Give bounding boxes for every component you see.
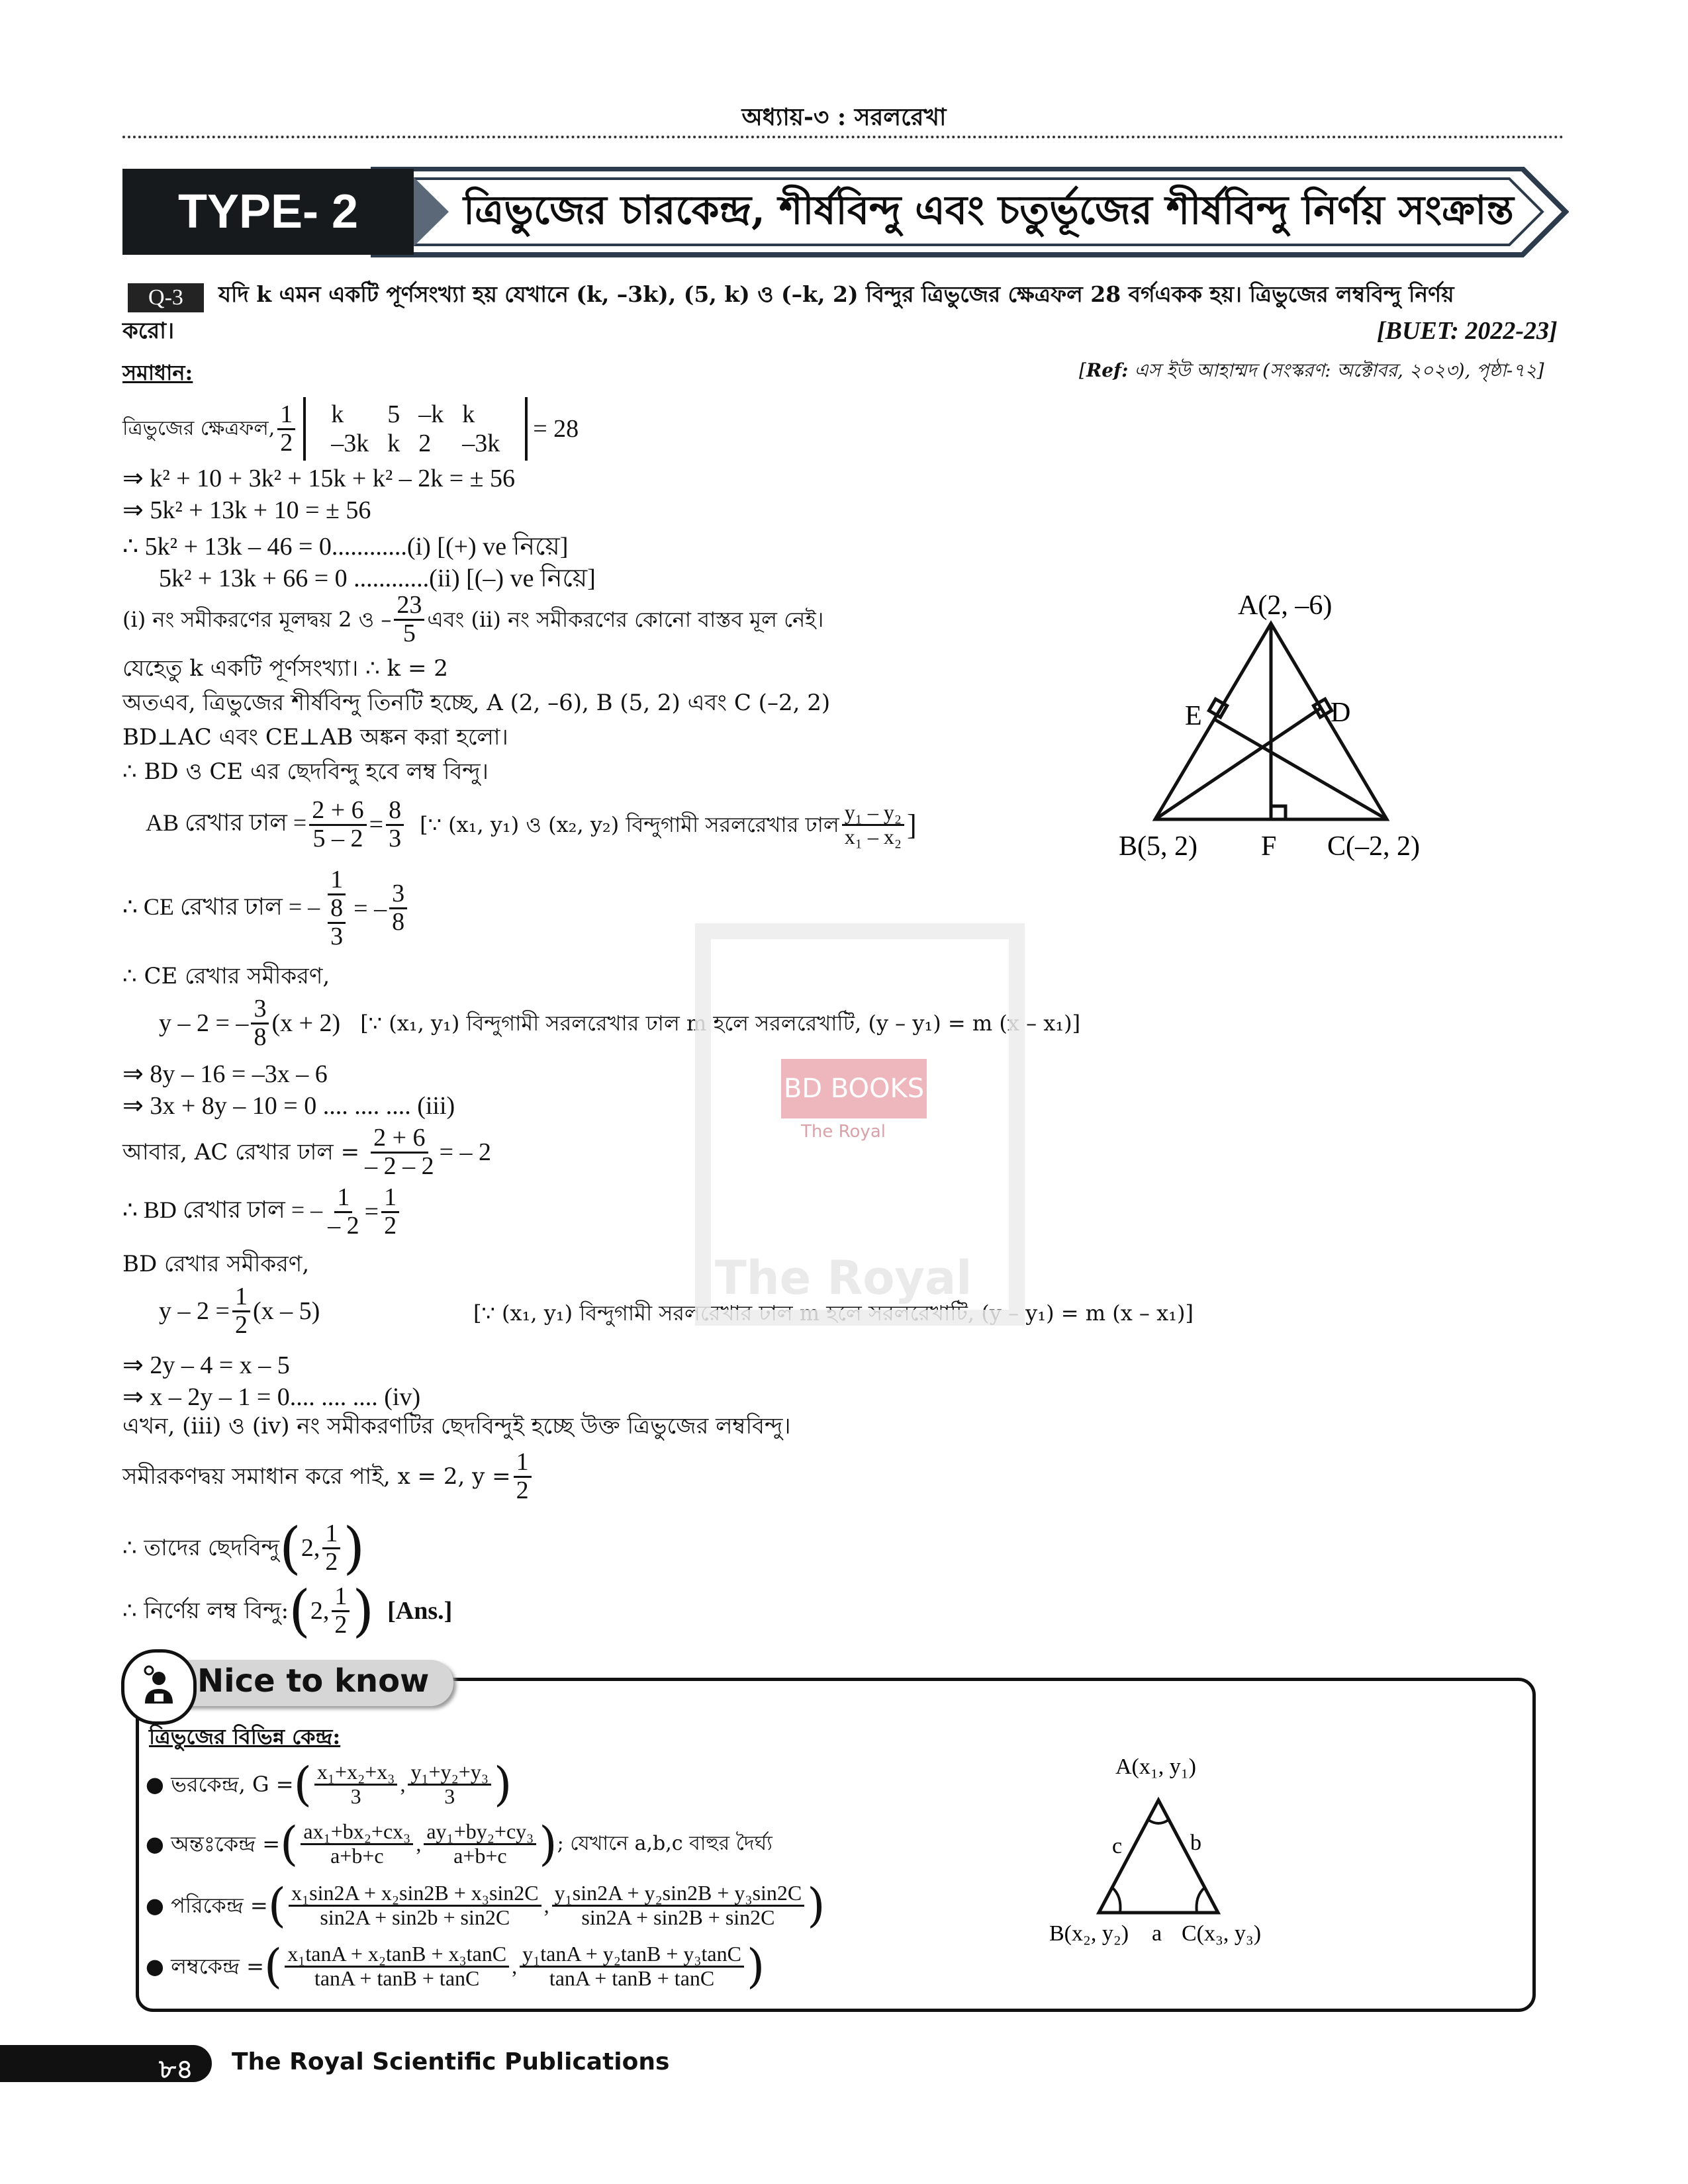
reference-text: এস ইউ আহাম্মদ (সংস্করণ: অক্টোবর, ২০২৩), পৃষ্ঠা-৭২] <box>1134 359 1544 381</box>
solution-heading: সমাধান: <box>122 360 193 385</box>
answer-line: ∴ নির্ণেয় লম্ব বিন্দু: ( 2, $\frac{1}{2}$ ) [Ans.] <box>122 1578 453 1643</box>
angle-arc-c <box>1197 1888 1205 1913</box>
half-fraction: $\frac{1}{2}$ <box>277 402 295 457</box>
label-e: E <box>1185 701 1202 731</box>
equation-iv: ⇒ x – 2y – 1 = 0.... .... .... (iv) <box>122 1383 421 1411</box>
label-d: D <box>1331 698 1351 728</box>
person-idea-icon <box>121 1649 197 1725</box>
roots-line: (i) নং সমীকরণের মূলদ্বয় 2 ও – $\frac{23}{5}$ এবং (ii) নং সমীকরণের কোনো বাস্তব মূল নেই। <box>122 591 824 647</box>
type-label: TYPE- 2 <box>122 169 414 255</box>
determinant: k 5 –k k –3k k 2 –3k <box>303 397 528 461</box>
area-label: ত্রিভুজের ক্ষেত্রফল, <box>122 417 275 440</box>
angle-arc-b <box>1112 1888 1121 1913</box>
angle-arc-a <box>1149 1820 1168 1823</box>
label-ax: A(x₁, y₁) <box>1115 1754 1196 1779</box>
chapter-heading: অধ্যায়-৩ : সরলরেখা <box>741 103 947 131</box>
label-cx: C(x₃, y₃) <box>1182 1921 1262 1946</box>
bd-equation: y – 2 = $\frac{1}{2}$ (x – 5) <box>159 1283 320 1339</box>
ac-slope: আবার, AC রেখার ঢাল = $\frac{2 + 6}{- 2 - 2}$ = – 2 <box>122 1124 491 1180</box>
label-side-a: a <box>1152 1921 1162 1946</box>
reference-label: Ref: <box>1086 359 1129 381</box>
line-formula-note-2: [∵ (x₁, y₁) বিন্দুগামী সরলরেখার ঢাল m হলে সরলরেখাটি, (y – y₁) = m (x – x₁)] <box>473 1300 1194 1326</box>
centroid-formula: ● ভরকেন্দ্র, G = ( $\frac{\text{x₁+x₂+x₃}}{3}$ , $\frac{\text{y₁+y₂+y₃}}{3}$ ) <box>146 1757 512 1811</box>
watermark-text: The Royal <box>715 1251 972 1305</box>
step-3: ∴ 5k² + 13k – 46 = 0............(i) [(+) ve নিয়ে] <box>122 533 569 561</box>
step-2: ⇒ 5k² + 13k + 10 = ± 56 <box>122 496 371 524</box>
solution-values: সমীরকণদ্বয় সমাধান করে পাই, x = 2, y = $\frac{1}{2}$ <box>122 1449 534 1504</box>
page-number: ৮৪ <box>159 2054 193 2085</box>
orthocentre-formula: ● লম্বকেন্দ্র = ( $\frac{\text{x₁tanA + x₂tanB + x₃tanC}}{\tan A + \tan B + \tan C}$ , $\frac{\text{y₁tanA + y₂tanB + y₃tanC}}{\tan A + \tan B + \tan C}$ ) <box>146 1939 765 1993</box>
step-bd-1: ⇒ 2y – 4 = x – 5 <box>122 1351 290 1379</box>
area-equation <box>122 397 579 461</box>
step-ce-1: ⇒ 8y – 16 = –3x – 6 <box>122 1060 328 1088</box>
perpendicular-line: BD⊥AC এবং CE⊥AB অঙ্কন করা হলো। <box>122 724 508 751</box>
reference-open: [ <box>1079 359 1086 381</box>
watermark-logo: BD BOOKS <box>781 1059 927 1118</box>
label-f: F <box>1261 831 1277 862</box>
answer-label: [Ans.] <box>387 1597 453 1625</box>
label-side-c: c <box>1112 1834 1123 1858</box>
equation-iii: ⇒ 3x + 8y – 10 = 0 .... .... .... (iii) <box>122 1092 455 1120</box>
altitude-bd <box>1155 708 1321 819</box>
root-fraction: $\frac{23}{5}$ <box>394 592 424 647</box>
ce-equation: y – 2 = – $\frac{3}{8}$ (x + 2) [∵ (x₁, y₁) বিন্দুগামী সরলরেখার ঢাল m হলে সরলরেখাটি, (y – y₁) = m (x – x₁)] <box>159 995 1081 1051</box>
step-k-value: যেহেতু k একটি পূর্ণসংখ্যা। ∴ k = 2 <box>122 655 448 682</box>
altitude-ce <box>1213 719 1387 819</box>
label-c: C(–2, 2) <box>1327 831 1420 862</box>
vertices-line: অতএব, ত্রিভুজের শীর্ষবিন্দু তিনটি হচ্ছে, A (2, –6), B (5, 2) এবং C (–2, 2) <box>122 690 831 716</box>
triangle-figure <box>1092 582 1503 874</box>
type-title: ত্রিভুজের চারকেন্দ্র, শীর্ষবিন্দু এবং চতুর্ভূজের শীর্ষবিন্দু নির্ণয় সংক্রান্ত <box>463 187 1514 234</box>
reference <box>1079 356 1544 387</box>
label-b: B(5, 2) <box>1119 831 1197 862</box>
centres-heading: ত্রিভুজের বিভিন্ন কেন্দ্র: <box>149 1724 341 1749</box>
header-divider <box>122 136 1564 138</box>
bd-equation-label: BD রেখার সমীকরণ, <box>122 1251 310 1277</box>
orthocenter-statement: ∴ BD ও CE এর ছেদবিন্দু হবে লম্ব বিন্দু। <box>122 758 489 785</box>
intersection-point: ∴ তাদের ছেদবিন্দু ( 2, $\frac{1}{2}$ ) <box>122 1516 365 1580</box>
generic-triangle-figure <box>1046 1747 1324 1946</box>
step-4: 5k² + 13k + 66 = 0 ............(ii) [(–) ve নিয়ে] <box>159 565 596 592</box>
question-text-cont: করো। <box>122 318 175 344</box>
question-badge: Q-3 <box>128 283 204 312</box>
nice-to-know-title: Nice to know <box>197 1662 430 1700</box>
intersection-statement: এখন, (iii) ও (iv) নং সমীকরণটির ছেদবিন্দুই হচ্ছে উক্ত ত্রিভুজের লম্ববিন্দু। <box>122 1413 791 1439</box>
question-text: যদি k এমন একটি পূর্ণসংখ্যা হয় যেখানে (k, –3k), (5, k) ও (–k, 2) বিন্দুর ত্রিভুজের ক্ষেত্রফল 28 বর্গএকক হয়। ত্রিভুজের লম্ববিন্দু নির্ণয় <box>218 281 1454 307</box>
ce-equation-label: ∴ CE রেখার সমীকরণ, <box>122 963 330 989</box>
label-a: A(2, –6) <box>1238 590 1333 621</box>
step-1: ⇒ k² + 10 + 3k² + 15k + k² – 2k = ± 56 <box>122 465 516 492</box>
question-source: [BUET: 2022-23] <box>1377 317 1558 345</box>
right-angle-f <box>1271 806 1286 819</box>
label-bx: B(x₂, y₂) <box>1049 1921 1129 1946</box>
ab-slope: AB রেখার ঢাল = $\frac{2 + 6}{5 - 2}$ = $\frac{8}{3}$ [∵ (x₁, y₁) ও (x₂, y₂) বিন্দুগামী সরলরেখার ঢাল $\frac{\text{y₁ – y₂}}{\text{x₁ – x₂}}$ ] <box>146 796 917 852</box>
line-formula-note: [∵ (x₁, y₁) বিন্দুগামী সরলরেখার ঢাল m হলে সরলরেখাটি, (y – y₁) = m (x – x₁)] <box>360 1011 1081 1036</box>
incentre-formula: ● অন্তঃকেন্দ্র = ( $\frac{\text{ax₁+bx₂+cx₃}}{a+b+c}$ , $\frac{\text{ay₁+by₂+cy₃}}{a+b+c}$ ) ; যেখানে a,b,c বাহুর দৈর্ঘ্য <box>146 1817 773 1871</box>
publisher-name: The Royal Scientific Publications <box>232 2048 670 2075</box>
bd-slope: ∴ BD রেখার ঢাল = – $\frac{1}{- 2}$ = $\frac{1}{2}$ <box>122 1185 402 1240</box>
circumcentre-formula: ● পরিকেন্দ্র = ( $\frac{\text{x₁sin2A + x₂sin2B + x₃sin2C}}{\sin 2A + \sin 2b + \sin 2C}$ , $\frac{\text{y₁sin2A + y₂sin2B + y₃sin2C}}{\sin 2A + \sin 2B + \sin 2C}$ ) <box>146 1878 825 1933</box>
watermark-subtitle: The Royal <box>801 1122 886 1142</box>
label-side-b: b <box>1190 1831 1201 1855</box>
area-result: = 28 <box>533 415 579 443</box>
ce-slope: ∴ CE রেখার ঢাল = – $\frac{1}{\frac{8}{3}}$ = – $\frac{3}{8}$ <box>122 867 410 950</box>
